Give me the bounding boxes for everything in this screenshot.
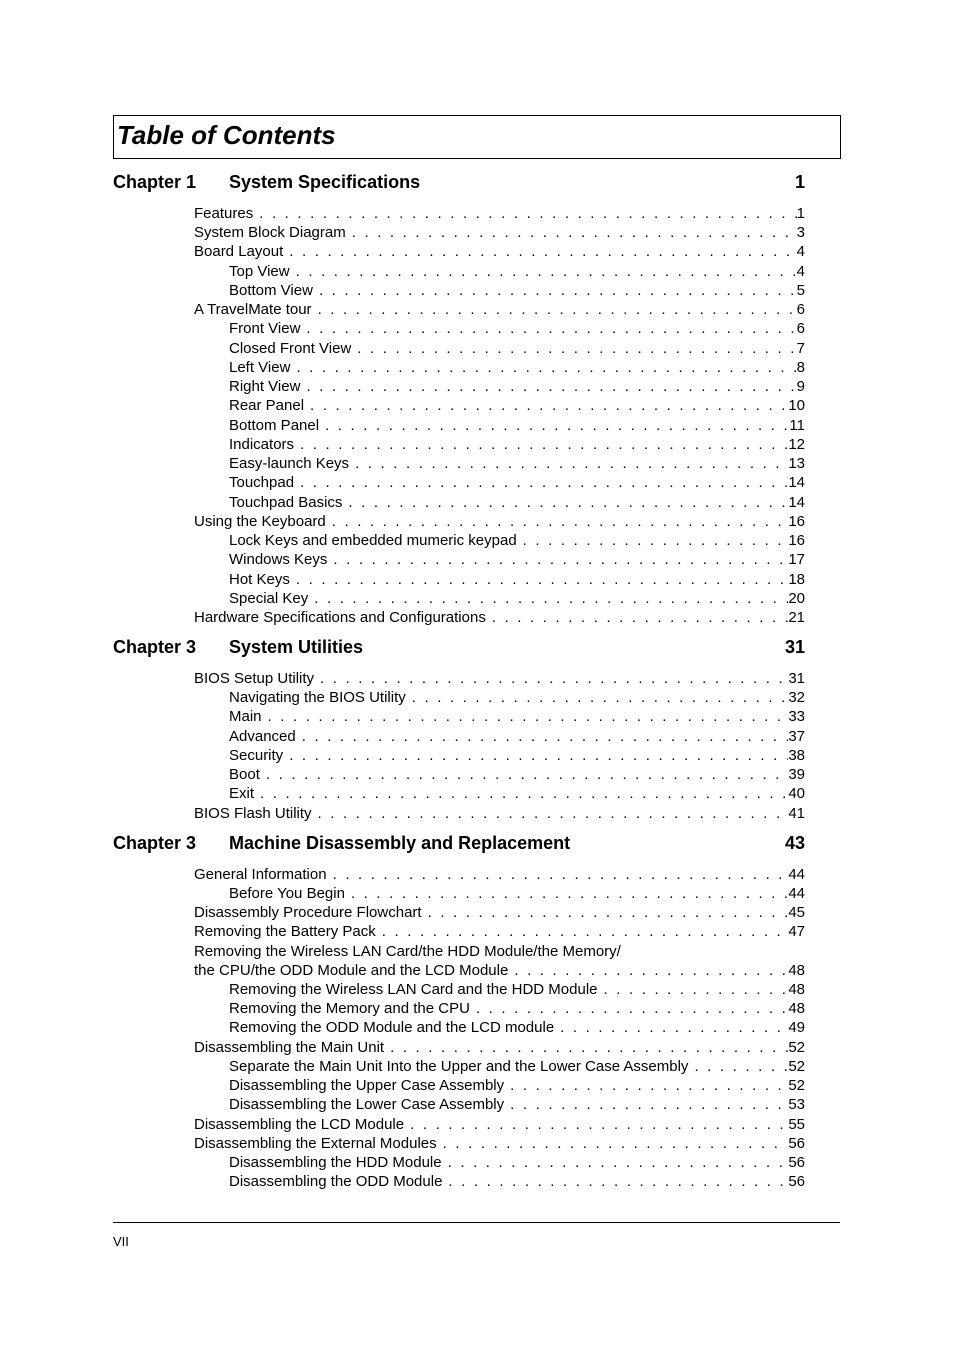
toc-subentry[interactable]: [229, 1076, 805, 1095]
dot-leader: [266, 765, 788, 784]
toc-entry[interactable]: [194, 922, 805, 941]
dot-leader: [314, 589, 788, 608]
toc-entry-label: Bottom Panel: [229, 417, 320, 434]
toc-entry-page: 56: [788, 1154, 805, 1171]
dot-leader: [302, 727, 789, 746]
dot-leader: [355, 454, 788, 473]
toc-subentry[interactable]: [229, 262, 805, 281]
toc-entry[interactable]: [194, 1134, 805, 1153]
toc-entry-label: Bottom View: [229, 282, 313, 299]
chapter-label: Chapter 1: [113, 172, 197, 192]
toc-subentry[interactable]: [229, 396, 805, 415]
footer-page-number: VII: [113, 1234, 129, 1249]
toc-entry-label: Hot Keys: [229, 571, 290, 588]
toc-entry-label: Disassembling the ODD Module: [229, 1173, 443, 1190]
toc-entry[interactable]: [194, 223, 805, 242]
toc-subentry[interactable]: [229, 884, 805, 903]
toc-entry-label: Right View: [229, 378, 301, 395]
toc-entry-label: Windows Keys: [229, 551, 328, 568]
dot-leader: [514, 961, 788, 980]
toc-entry-label: Advanced: [229, 728, 296, 745]
chapter-title: Machine Disassembly and Replacement: [229, 833, 571, 853]
chapter-heading-2[interactable]: [113, 637, 805, 659]
toc-entry-page: 40: [788, 785, 805, 802]
toc-entry-page: 41: [788, 805, 805, 822]
dot-leader: [333, 550, 788, 569]
toc-entry-label: Lock Keys and embedded mumeric keypad: [229, 532, 517, 549]
toc-entry-page: 16: [788, 532, 805, 549]
toc-entry-label: Special Key: [229, 590, 309, 607]
toc-entry-label: Rear Panel: [229, 397, 305, 414]
toc-subentry[interactable]: [229, 473, 805, 492]
toc-entry-label: Disassembling the External Modules: [194, 1135, 437, 1152]
toc-entry-page: 3: [796, 224, 805, 241]
toc-entry-label: Removing the Memory and the CPU: [229, 1000, 470, 1017]
chapter-page: 43: [784, 833, 805, 853]
toc-entry-page: 52: [788, 1039, 805, 1056]
toc-subentry[interactable]: [229, 339, 805, 358]
toc-subentry[interactable]: [229, 377, 805, 396]
dot-leader: [351, 884, 788, 903]
toc-subentry[interactable]: [229, 281, 805, 300]
toc-entry-label: Easy-launch Keys: [229, 455, 350, 472]
toc-entry[interactable]: [194, 903, 805, 922]
toc-entry-page: 37: [788, 728, 805, 745]
toc-entry-page: 52: [788, 1058, 805, 1075]
toc-subentry[interactable]: [229, 570, 805, 589]
dot-leader: [325, 416, 789, 435]
toc-entry-page: 31: [788, 670, 805, 687]
toc-entry[interactable]: [194, 242, 805, 261]
chapter-page: 1: [794, 172, 805, 192]
toc-subentry[interactable]: [229, 765, 805, 784]
toc-entry-label: Front View: [229, 320, 301, 337]
chapter-title: System Utilities: [229, 637, 364, 657]
toc-entry-label: BIOS Setup Utility: [194, 670, 315, 687]
dot-leader: [306, 319, 796, 338]
toc-entry[interactable]: [194, 512, 805, 531]
toc-entry-page: 14: [788, 474, 805, 491]
toc-entry-page: 6: [796, 320, 805, 337]
chapter-heading-3[interactable]: [113, 833, 805, 855]
toc-subentry[interactable]: [229, 746, 805, 765]
dot-leader: [348, 493, 788, 512]
toc-entry-page: 48: [788, 981, 805, 998]
chapter-label: Chapter 3: [113, 637, 197, 657]
toc-subentry[interactable]: [229, 707, 805, 726]
toc-entry[interactable]: [194, 1115, 805, 1134]
dot-leader: [319, 281, 797, 300]
toc-entry-page: 56: [788, 1173, 805, 1190]
toc-entry-page: 39: [788, 766, 805, 783]
dot-leader: [357, 339, 796, 358]
toc-entry[interactable]: [194, 608, 805, 627]
toc-entry-label: Disassembling the HDD Module: [229, 1154, 442, 1171]
toc-entry-label: Security: [229, 747, 284, 764]
footer-rule: [113, 1222, 840, 1223]
toc-entry-page: 52: [788, 1077, 805, 1094]
toc-entry-page: 33: [788, 708, 805, 725]
toc-entry-label: Boot: [229, 766, 260, 783]
dot-leader: [510, 1095, 788, 1114]
page-title: Table of Contents: [117, 120, 336, 150]
toc-entry[interactable]: [194, 204, 805, 223]
toc-entry-page: 8: [796, 359, 805, 376]
chapter-title: System Specifications: [229, 172, 421, 192]
toc-subentry[interactable]: [229, 589, 805, 608]
toc-entry-label: Removing the ODD Module and the LCD module: [229, 1019, 555, 1036]
toc-entry-label: Disassembly Procedure Flowchart: [194, 904, 422, 921]
toc-entry-label: the CPU/the ODD Module and the LCD Module: [194, 962, 509, 979]
toc-entry-page: 18: [788, 571, 805, 588]
dot-leader: [410, 1115, 788, 1134]
toc-subentry[interactable]: [229, 727, 805, 746]
toc-entry-page: 55: [788, 1116, 805, 1133]
toc-entry-page: 47: [788, 923, 805, 940]
toc-entry-page: 5: [796, 282, 805, 299]
dot-leader: [412, 688, 789, 707]
toc-entry[interactable]: [194, 865, 805, 884]
dot-leader: [320, 669, 788, 688]
dot-leader: [443, 1134, 789, 1153]
dot-leader: [310, 396, 788, 415]
toc-entry-page: 11: [789, 417, 805, 434]
toc-entry[interactable]: [194, 804, 805, 823]
toc-entry-label: Disassembling the LCD Module: [194, 1116, 405, 1133]
dot-leader: [296, 262, 797, 281]
toc-subentry[interactable]: [229, 1153, 805, 1172]
toc-entry-label: A TravelMate tour: [194, 301, 312, 318]
toc-subentry[interactable]: [229, 1018, 805, 1037]
toc-subentry[interactable]: [229, 784, 805, 803]
dot-leader: [296, 570, 788, 589]
toc-subentry[interactable]: [229, 999, 805, 1018]
toc-entry-label: Closed Front View: [229, 340, 352, 357]
toc-entry-page: 12: [788, 436, 805, 453]
chapter-page: 31: [784, 637, 805, 657]
toc-subentry[interactable]: [229, 358, 805, 377]
toc-entry-label: Hardware Specifications and Configurations: [194, 609, 486, 626]
toc-entry-page: 20: [788, 590, 805, 607]
toc-entry[interactable]: [194, 1038, 805, 1057]
toc-entry[interactable]: [194, 669, 805, 688]
toc-entry-page: 44: [788, 885, 805, 902]
toc-entry-page: 32: [788, 689, 805, 706]
toc-entry-page: 1: [796, 205, 805, 222]
toc-entry-label: Before You Begin: [229, 885, 345, 902]
toc-entry-label: Touchpad: [229, 474, 295, 491]
toc-subentry[interactable]: [229, 435, 805, 454]
toc-entry-page: 49: [788, 1019, 805, 1036]
toc-entry-page: 45: [788, 904, 805, 921]
dot-leader: [318, 804, 789, 823]
dot-leader: [300, 473, 788, 492]
dot-leader: [318, 300, 797, 319]
toc-entry-label: Navigating the BIOS Utility: [229, 689, 406, 706]
dot-leader: [289, 242, 796, 261]
title-box: [113, 115, 841, 159]
toc-entry-label: Top View: [229, 263, 290, 280]
toc-subentry[interactable]: [229, 319, 805, 338]
toc-entry-label: Disassembling the Lower Case Assembly: [229, 1096, 505, 1113]
toc-subentry[interactable]: [229, 1095, 805, 1114]
dot-leader: [510, 1076, 788, 1095]
dot-leader: [382, 922, 789, 941]
toc-entry-label: Removing the Wireless LAN Card/the HDD Module/the Memory/: [194, 943, 621, 960]
dot-leader: [476, 999, 788, 1018]
toc-subentry[interactable]: [229, 1057, 805, 1076]
toc-entry-label: Removing the Wireless LAN Card and the HDD Module: [229, 981, 598, 998]
toc-entry-label: Separate the Main Unit Into the Upper and the Lower Case Assembly: [229, 1058, 689, 1075]
toc-entry-page: 6: [796, 301, 805, 318]
toc-entry-page: 17: [788, 551, 805, 568]
dot-leader: [333, 865, 789, 884]
toc-entry-page: 38: [788, 747, 805, 764]
toc-entry-page: 48: [788, 962, 805, 979]
toc-entry-label: Using the Keyboard: [194, 513, 326, 530]
dot-leader: [523, 531, 789, 550]
toc-subentry[interactable]: [229, 416, 805, 435]
toc-entry-page: 44: [788, 866, 805, 883]
toc-entry-label: Touchpad Basics: [229, 494, 343, 511]
toc-entry-label: Main: [229, 708, 262, 725]
dot-leader: [448, 1172, 788, 1191]
toc-entry-page: 48: [788, 1000, 805, 1017]
dot-leader: [306, 377, 796, 396]
toc-entry-page: 13: [788, 455, 805, 472]
toc-entry-label: General Information: [194, 866, 327, 883]
toc-subentry[interactable]: [229, 550, 805, 569]
dot-leader: [259, 204, 796, 223]
toc-entry-page: 9: [796, 378, 805, 395]
dot-leader: [268, 707, 789, 726]
toc-entry-label: Indicators: [229, 436, 295, 453]
chapter-label: Chapter 3: [113, 833, 197, 853]
toc-entry-label: Board Layout: [194, 243, 284, 260]
toc-subentry[interactable]: [229, 688, 805, 707]
toc-subentry[interactable]: [229, 980, 805, 999]
chapter-heading-1[interactable]: [113, 172, 805, 194]
dot-leader: [260, 784, 788, 803]
dot-leader: [492, 608, 788, 627]
dot-leader: [694, 1057, 788, 1076]
dot-leader: [604, 980, 789, 999]
toc-entry-page: 4: [796, 263, 805, 280]
toc-entry[interactable]: [194, 942, 805, 961]
toc-entry[interactable]: [194, 300, 805, 319]
dot-leader: [560, 1018, 788, 1037]
toc-entry-label: Left View: [229, 359, 291, 376]
toc-subentry[interactable]: [229, 1172, 805, 1191]
dot-leader: [428, 903, 789, 922]
toc-entry-page: 14: [788, 494, 805, 511]
toc-entry-label: Removing the Battery Pack: [194, 923, 376, 940]
dot-leader: [448, 1153, 789, 1172]
dot-leader: [352, 223, 797, 242]
toc-entry-page: 10: [788, 397, 805, 414]
toc-entry-label: Features: [194, 205, 254, 222]
dot-leader: [300, 435, 788, 454]
toc-entry-page: 4: [796, 243, 805, 260]
toc-entry-label: BIOS Flash Utility: [194, 805, 312, 822]
toc-entry-page: 56: [788, 1135, 805, 1152]
toc-entry[interactable]: [194, 961, 805, 980]
toc-entry-page: 21: [788, 609, 805, 626]
toc-subentry[interactable]: [229, 454, 805, 473]
toc-entry-label: Disassembling the Upper Case Assembly: [229, 1077, 505, 1094]
toc-entry-page: 7: [796, 340, 805, 357]
dot-leader: [289, 746, 788, 765]
dot-leader: [332, 512, 789, 531]
toc-subentry[interactable]: [229, 493, 805, 512]
dot-leader: [390, 1038, 788, 1057]
dot-leader: [296, 358, 796, 377]
toc-entry-page: 53: [788, 1096, 805, 1113]
toc-entry-page: 16: [788, 513, 805, 530]
toc-entry-label: Disassembling the Main Unit: [194, 1039, 385, 1056]
toc-subentry[interactable]: [229, 531, 805, 550]
toc-entry-label: System Block Diagram: [194, 224, 346, 241]
toc-entry-label: Exit: [229, 785, 255, 802]
